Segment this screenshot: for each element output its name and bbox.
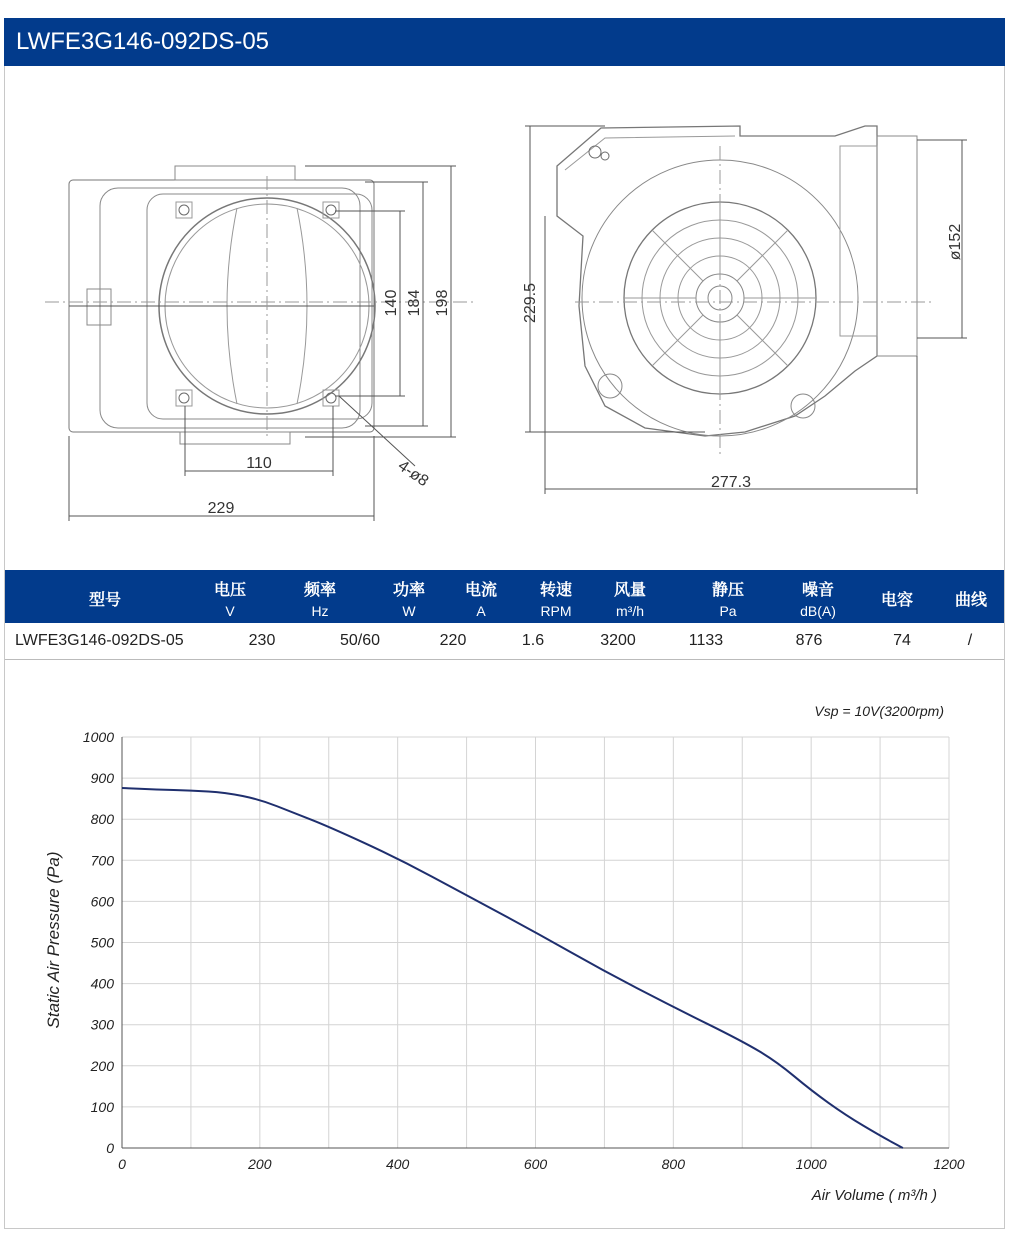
header-capacitor: 电容 [880,592,913,609]
x-tick-label: 600 [523,1156,548,1172]
x-tick-label: 800 [661,1156,686,1172]
dim-229-5: 229.5 [522,282,539,324]
header-current: 电流 A [464,582,497,619]
y-tick-label: 800 [90,811,114,828]
x-tick-label: 400 [385,1156,410,1172]
x-tick-label: 200 [248,1156,272,1172]
dim-277-3: 277.3 [710,474,752,491]
chart-series [122,788,903,1148]
spec-header [5,570,1004,623]
cell-curve: / [967,632,973,649]
dim-184: 184 [406,289,423,317]
y-tick-label: 300 [90,1016,114,1033]
chart-grid [122,737,949,1148]
dim-140: 140 [383,289,400,317]
y-tick-label: 1000 [82,729,114,745]
header-curve: 曲线 [954,592,987,609]
header-frequency: 频率 Hz [303,582,336,619]
cell-power: 220 [439,632,467,649]
drawing-svg [5,66,1004,570]
front-view [69,166,375,444]
y-tick-label: 500 [90,934,114,951]
page-title: LWFE3G146-092DS-05 [4,18,1005,66]
header-power: 功率 W [392,582,425,619]
header-airflow: 风量 m³/h [613,582,646,619]
series-line [122,788,903,1148]
header-speed: 转速 RPM [539,582,572,619]
y-tick-label: 900 [90,770,114,787]
spec-row [5,623,1004,660]
cell-noise: 74 [893,632,911,649]
spec-table [5,570,1004,660]
cell-voltage: 230 [248,632,276,649]
chart-svg [5,662,1004,1228]
y-tick-label: 600 [90,893,114,910]
dim-152: ø152 [947,223,964,261]
dim-110: 110 [246,455,272,472]
chart-annotation: Vsp = 10V(3200rpm) [814,703,944,719]
header-voltage: 电压 V [213,582,246,619]
cell-airflow: 1133 [688,632,724,649]
technical-drawing [5,66,1004,570]
y-tick-label: 400 [90,975,114,992]
x-axis-label: Air Volume ( m³/h ) [811,1187,937,1204]
dim-holes: 4-ø8 [394,457,432,491]
cell-speed: 3200 [600,632,636,649]
y-tick-label: 700 [90,852,114,869]
header-model: 型号 [88,592,121,609]
y-axis-label: Static Air Pressure (Pa) [44,851,63,1029]
dim-229: 229 [207,500,235,517]
x-tick-label: 0 [118,1156,126,1172]
y-tick-label: 100 [90,1098,114,1115]
header-static-pressure: 静压 Pa [711,582,744,619]
y-tick-label: 200 [90,1057,114,1074]
cell-static-pressure: 876 [795,632,823,649]
dim-198: 198 [434,289,451,317]
cell-current: 1.6 [521,632,545,649]
y-tick-label: 0 [106,1140,114,1156]
x-tick-label: 1200 [933,1156,965,1172]
header-noise: 噪音 dB(A) [800,582,836,619]
cell-frequency: 50/60 [339,632,381,649]
cell-model: LWFE3G146-092DS-05 [15,632,184,649]
performance-chart [5,662,1004,1228]
side-view [557,126,917,436]
x-tick-label: 1000 [795,1156,827,1172]
